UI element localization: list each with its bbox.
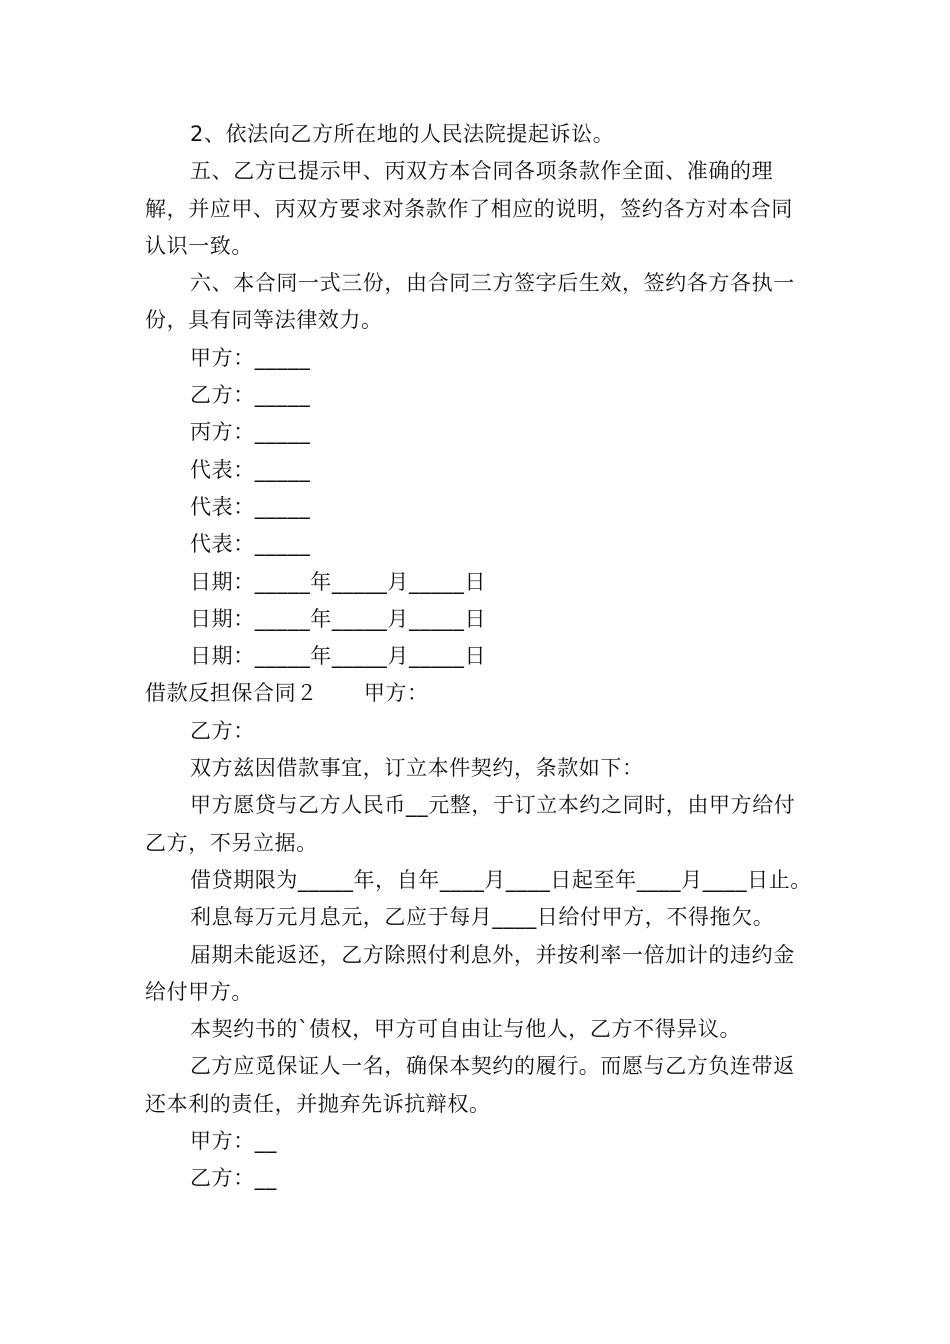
loan-amount-clause: 甲方愿贷与乙方人民币__元整，于订立本约之同时，由甲方给付乙方，不另立据。 — [145, 793, 796, 855]
loan-signature-party-a: 甲方：__ — [190, 1129, 277, 1154]
paragraph-clause-five: 五、乙方已提示甲、丙双方本合同各项条款作全面、准确的理解，并应甲、丙双方要求对条款作了相应的说明，签约各方对本合同认识一致。 — [145, 159, 793, 258]
document-body — [145, 116, 810, 1198]
signature-representative-3: 代表：_____ — [190, 532, 311, 557]
loan-assignment-clause: 本契约书的`债权，甲方可自由让与他人，乙方不得异议。 — [190, 1017, 742, 1042]
paragraph-litigation: 2、依法向乙方所在地的人民法院提起诉讼。 — [190, 122, 615, 146]
loan-default-clause: 届期未能返还，乙方除照付利息外，并按利率一倍加计的违约金给付甲方。 — [145, 942, 795, 1004]
loan-intro: 双方兹因借款事宜，订立本件契约，条款如下： — [190, 756, 644, 781]
signature-date-1: 日期：_____年_____月_____日 — [190, 569, 487, 594]
section-heading-line — [145, 675, 810, 712]
loan-signature-party-b: 乙方：__ — [190, 1166, 277, 1191]
paragraph-clause-six: 六、本合同一式三份，由合同三方签字后生效，签约各方各执一份，具有同等法律效力。 — [145, 271, 795, 333]
signature-date-2: 日期：_____年_____月_____日 — [190, 606, 487, 631]
section-first-party-label: 甲方： — [363, 681, 429, 706]
signature-representative-1: 代表：_____ — [190, 457, 311, 482]
loan-interest-clause: 利息每万元月息元，乙应于每月____日给付甲方，不得拖欠。 — [190, 905, 775, 930]
signature-representative-2: 代表：_____ — [190, 494, 311, 519]
loan-guarantor-clause: 乙方应觅保证人一名，确保本契约的履行。而愿与乙方负连带返还本利的责任，并抛弃先诉抗辩权。 — [145, 1054, 795, 1116]
signature-date-3: 日期：_____年_____月_____日 — [190, 644, 487, 669]
section-title: 借款反担保合同２ — [145, 681, 318, 706]
signature-party-a: 甲方：_____ — [190, 345, 311, 370]
signature-party-c: 丙方：_____ — [190, 420, 311, 445]
loan-term-clause: 借贷期限为_____年，自年____月____日起至年____月____日止。 — [190, 867, 812, 892]
loan-party-b-label: 乙方： — [190, 718, 255, 743]
signature-party-b: 乙方：_____ — [190, 383, 311, 408]
